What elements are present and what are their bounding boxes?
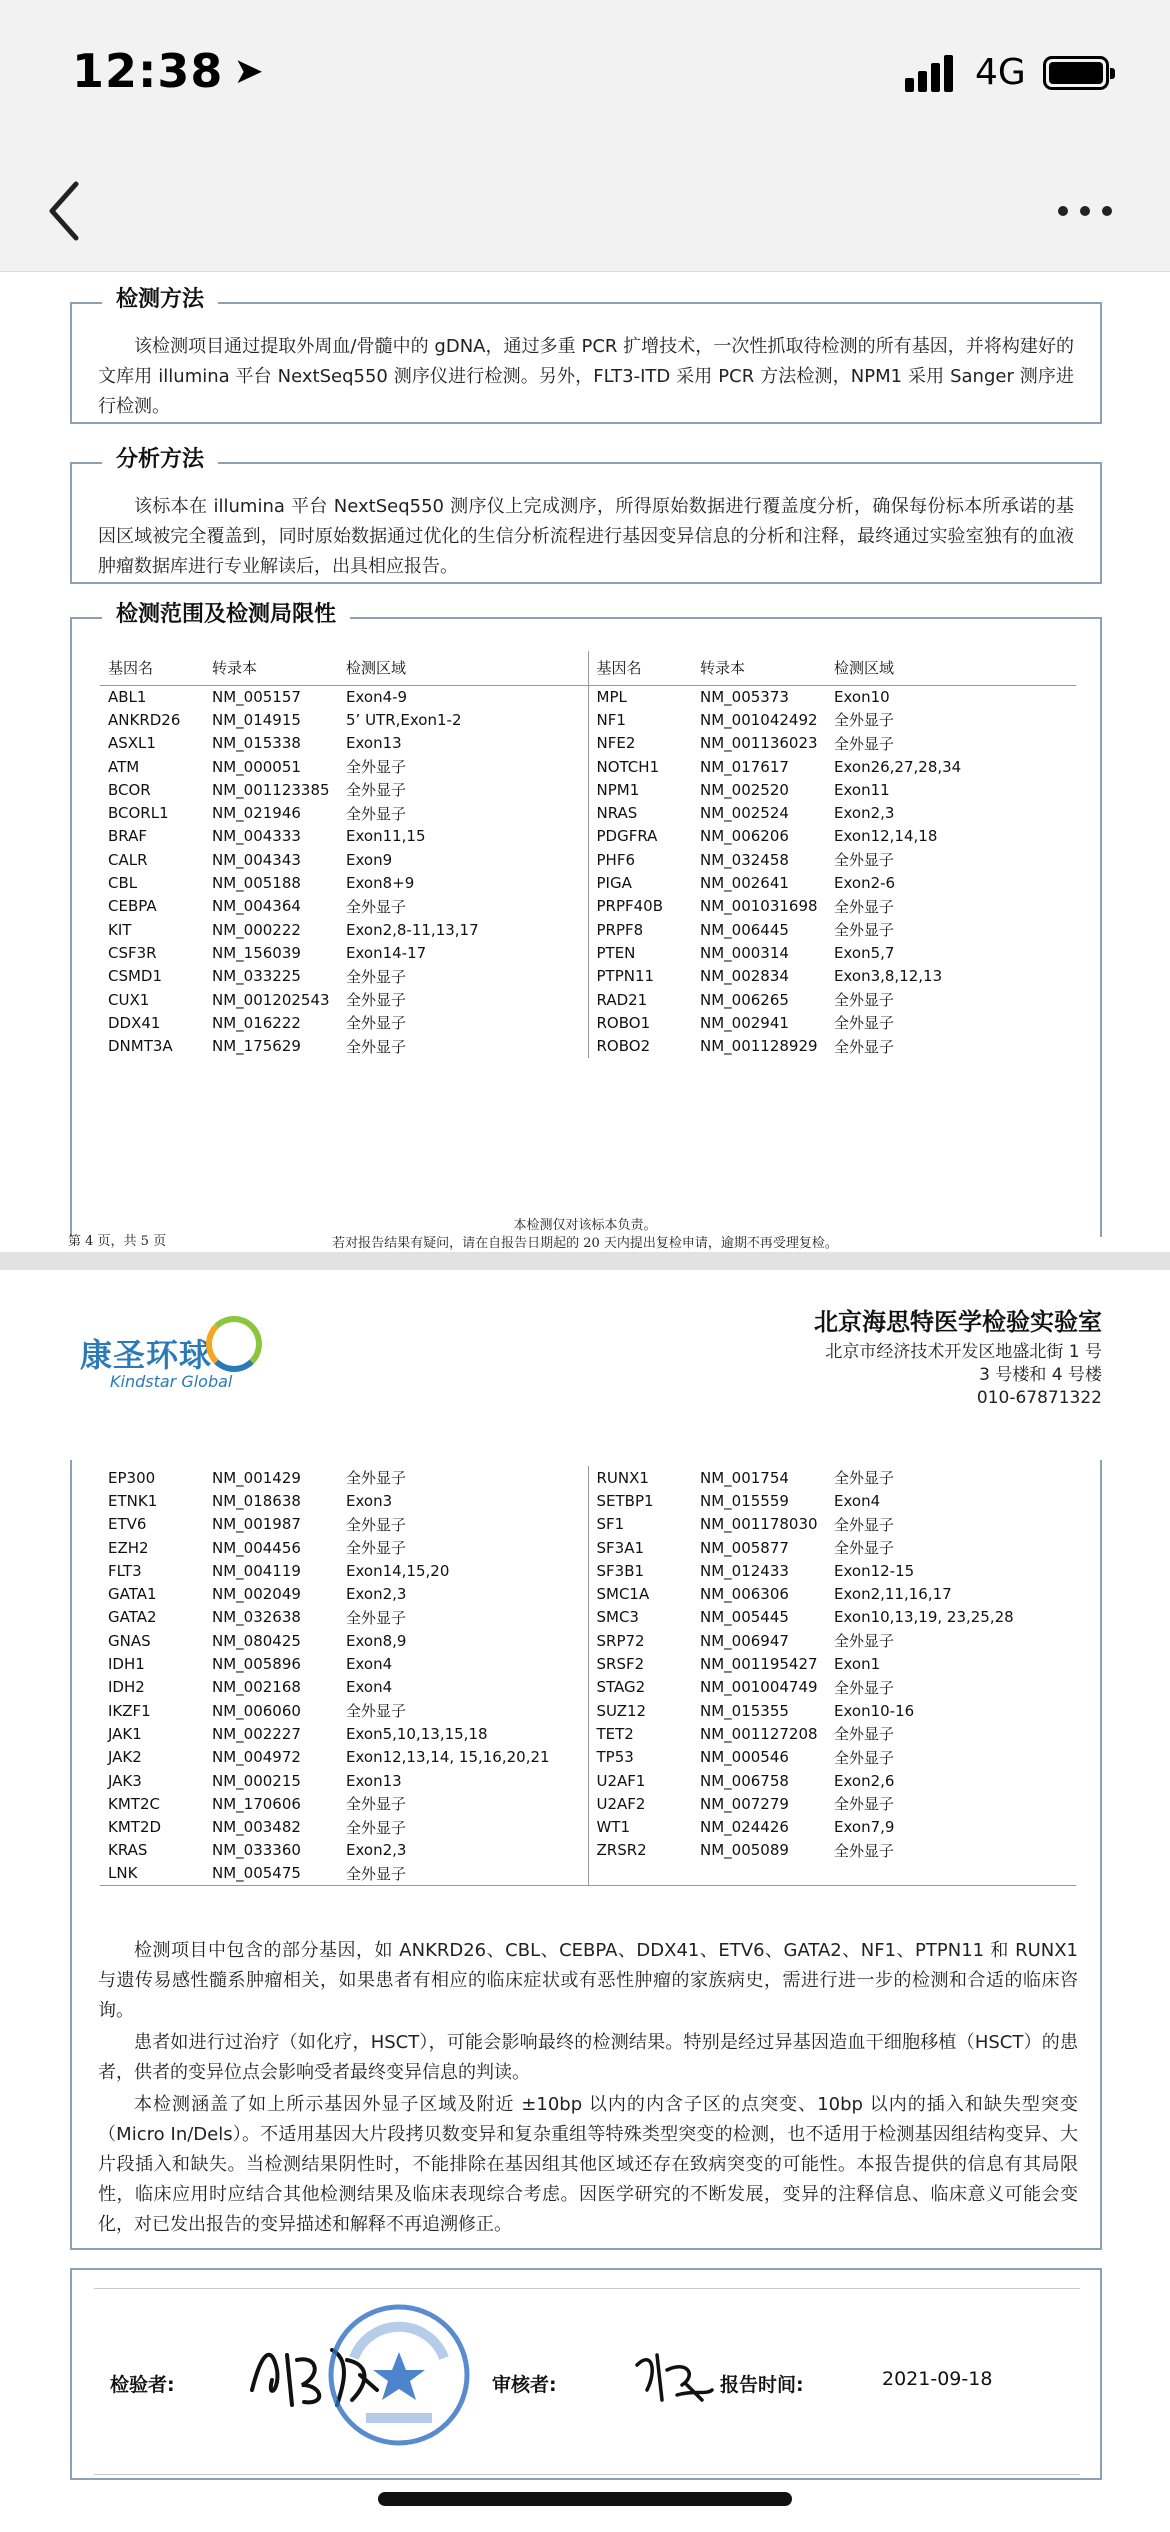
page-number: 第 4 页，共 5 页 bbox=[68, 1234, 167, 1249]
transcript-cell: NM_005188 bbox=[212, 874, 301, 893]
methods-section bbox=[70, 287, 1102, 424]
table-row bbox=[100, 1862, 1076, 1885]
transcript-cell: NM_170606 bbox=[212, 1794, 301, 1813]
transcript-cell: NM_000222 bbox=[212, 920, 301, 939]
transcript-cell: NM_006060 bbox=[212, 1701, 301, 1720]
table-row bbox=[100, 1769, 1076, 1792]
table-row bbox=[100, 825, 1076, 848]
note-paragraph: 患者如进行过治疗（如化疗，HSCT），可能会影响最终的检测结果。特别是经过异基因造血干细胞移植（HSCT）的患者，供者的变异位点会影响受者最终变异信息的判读。 bbox=[98, 2032, 1078, 2083]
gene-name-cell: SUZ12 bbox=[596, 1701, 647, 1720]
transcript-cell: NM_006265 bbox=[700, 990, 789, 1009]
transcript-cell: NM_004333 bbox=[212, 827, 301, 846]
table-row bbox=[100, 1466, 1076, 1489]
gene-name-cell: IDH2 bbox=[108, 1678, 145, 1697]
region-cell: Exon10,13,19, 23,25,28 bbox=[834, 1608, 1014, 1627]
region-cell: Exon5,10,13,15,18 bbox=[338, 1722, 588, 1745]
reviewer-signature bbox=[627, 2340, 717, 2410]
transcript-cell: NM_000546 bbox=[700, 1748, 789, 1767]
gene-name-cell: DNMT3A bbox=[108, 1037, 173, 1056]
lab-name: 北京海思特医学检验实验室 bbox=[814, 1308, 1102, 1336]
gene-name-cell: TP53 bbox=[596, 1748, 634, 1767]
transcript-cell: NM_002168 bbox=[212, 1678, 301, 1697]
table-row bbox=[100, 708, 1076, 731]
region-cell: Exon7,9 bbox=[834, 1818, 895, 1837]
table-row bbox=[100, 1629, 1076, 1652]
more-options-button[interactable] bbox=[1050, 190, 1120, 230]
transcript-cell: NM_032638 bbox=[212, 1608, 301, 1627]
gene-name-cell: FLT3 bbox=[108, 1561, 142, 1580]
table-row bbox=[100, 1722, 1076, 1745]
transcript-cell: NM_033225 bbox=[212, 967, 301, 986]
region-cell: Exon9 bbox=[338, 848, 588, 871]
report-page-4[interactable] bbox=[0, 272, 1170, 1252]
gene-name-cell: NF1 bbox=[596, 710, 626, 729]
gene-name-cell: IDH1 bbox=[108, 1655, 145, 1674]
transcript-cell: NM_001123385 bbox=[212, 780, 330, 799]
region-cell: 全外显子 bbox=[338, 895, 588, 918]
transcript-cell: NM_001128929 bbox=[700, 1037, 818, 1056]
gene-name-cell: JAK1 bbox=[108, 1724, 142, 1743]
region-cell: 全外显子 bbox=[834, 897, 895, 916]
transcript-cell: NM_002049 bbox=[212, 1585, 301, 1604]
table-row bbox=[100, 755, 1076, 778]
region-cell: 全外显子 bbox=[834, 1725, 895, 1744]
reviewer-label: 审核者: bbox=[492, 2374, 557, 2396]
transcript-cell: NM_002834 bbox=[700, 967, 789, 986]
region-cell bbox=[826, 1862, 1076, 1885]
region-cell: Exon11 bbox=[834, 780, 890, 799]
gene-name-cell: SMC3 bbox=[596, 1608, 639, 1627]
table-row bbox=[100, 1652, 1076, 1675]
table-row bbox=[100, 801, 1076, 824]
region-cell: 全外显子 bbox=[338, 988, 588, 1011]
gene-name-cell: SF3A1 bbox=[596, 1538, 644, 1557]
column-header: 检测区域 bbox=[338, 651, 588, 685]
gene-name-cell: JAK2 bbox=[108, 1748, 142, 1767]
region-cell: 全外显子 bbox=[338, 1536, 588, 1559]
table-row bbox=[100, 941, 1076, 964]
table-row bbox=[100, 1606, 1076, 1629]
table-row bbox=[100, 778, 1076, 801]
lab-address: 3 号楼和 4 号楼 bbox=[979, 1365, 1102, 1385]
report-time-label: 报告时间: bbox=[720, 2374, 804, 2396]
scope-section bbox=[70, 602, 1102, 1237]
column-header: 转录本 bbox=[204, 651, 338, 685]
gene-name-cell: NRAS bbox=[596, 804, 638, 823]
gene-name-cell: RAD21 bbox=[596, 990, 648, 1009]
region-cell: Exon5,7 bbox=[834, 943, 895, 962]
transcript-cell: NM_015338 bbox=[212, 734, 301, 753]
gene-name-cell: CEBPA bbox=[108, 897, 157, 916]
status-time bbox=[72, 44, 265, 98]
region-cell: Exon2,6 bbox=[834, 1771, 895, 1790]
table-row bbox=[100, 1699, 1076, 1722]
location-arrow-icon: ➤ bbox=[233, 51, 265, 92]
chevron-left-icon bbox=[40, 176, 100, 246]
gene-name-cell: PDGFRA bbox=[596, 827, 658, 846]
gene-name-cell: EZH2 bbox=[108, 1538, 149, 1557]
transcript-cell: NM_014915 bbox=[212, 710, 301, 729]
gene-name-cell bbox=[588, 1862, 692, 1885]
footer-note: 若对报告结果有疑问，请在自报告日期起的 20 天内提出复检申请，逾期不再受理复检。 bbox=[332, 1236, 838, 1251]
gene-name-cell: LNK bbox=[100, 1862, 204, 1885]
region-cell: Exon12,13,14, 15,16,20,21 bbox=[338, 1746, 588, 1769]
region-cell: 全外显子 bbox=[834, 1748, 895, 1767]
region-cell: Exon12,14,18 bbox=[834, 827, 938, 846]
status-bar bbox=[0, 0, 1170, 150]
gene-name-cell: TET2 bbox=[596, 1724, 634, 1743]
transcript-cell: NM_001202543 bbox=[212, 990, 330, 1009]
table-row bbox=[100, 1815, 1076, 1838]
table-row bbox=[100, 1513, 1076, 1536]
methods-text: 该检测项目通过提取外周血/骨髓中的 gDNA，通过多重 PCR 扩增技术，一次性抓取待检测的所有基因，并将构建好的文库用 illumina 平台 NextSeq550 测序仪进行检测。另外，FLT3-ITD 采用 PCR 方法检测，NPM1 采用 Sanger 测序进行检测。 bbox=[98, 336, 1074, 417]
gene-name-cell: GATA1 bbox=[108, 1585, 157, 1604]
limitations-notes bbox=[98, 1936, 1078, 2242]
region-cell: 全外显子 bbox=[338, 1606, 588, 1629]
region-cell: Exon4 bbox=[834, 1491, 881, 1510]
gene-name-cell: GNAS bbox=[108, 1631, 151, 1650]
gene-name-cell: KMT2D bbox=[108, 1818, 162, 1837]
table-row bbox=[100, 1676, 1076, 1699]
lab-address: 北京市经济技术开发区地盛北街 1 号 bbox=[825, 1342, 1102, 1362]
transcript-cell: NM_000314 bbox=[700, 943, 789, 962]
gene-name-cell: ANKRD26 bbox=[108, 710, 181, 729]
gene-name-cell: KRAS bbox=[108, 1841, 148, 1860]
gene-name-cell: CALR bbox=[108, 850, 148, 869]
gene-name-cell: PRPF40B bbox=[596, 897, 664, 916]
table-row bbox=[100, 895, 1076, 918]
more-dots-icon bbox=[1058, 206, 1068, 216]
region-cell: Exon2,3 bbox=[338, 1839, 588, 1862]
transcript-cell: NM_001195427 bbox=[700, 1655, 818, 1674]
transcript-cell: NM_005877 bbox=[700, 1538, 789, 1557]
region-cell: 全外显子 bbox=[338, 801, 588, 824]
transcript-cell: NM_175629 bbox=[212, 1037, 301, 1056]
transcript-cell: NM_006445 bbox=[700, 920, 789, 939]
region-cell: Exon14-17 bbox=[338, 941, 588, 964]
transcript-cell: NM_001031698 bbox=[700, 897, 818, 916]
report-page-5[interactable] bbox=[0, 1270, 1170, 2532]
region-cell: 全外显子 bbox=[834, 1037, 895, 1056]
region-cell: Exon26,27,28,34 bbox=[834, 757, 962, 776]
transcript-cell: NM_005445 bbox=[700, 1608, 789, 1627]
transcript-cell bbox=[692, 1862, 826, 1885]
transcript-cell: NM_005373 bbox=[700, 687, 789, 706]
transcript-cell: NM_033360 bbox=[212, 1841, 301, 1860]
transcript-cell: NM_015559 bbox=[700, 1491, 789, 1510]
transcript-cell: NM_024426 bbox=[700, 1818, 789, 1837]
gene-name-cell: ATM bbox=[108, 757, 140, 776]
region-cell: 全外显子 bbox=[834, 1678, 895, 1697]
region-cell: Exon2-6 bbox=[834, 874, 896, 893]
transcript-cell: NM_006758 bbox=[700, 1771, 789, 1790]
gene-name-cell: KMT2C bbox=[108, 1794, 160, 1813]
table-row bbox=[100, 1559, 1076, 1582]
table-row bbox=[100, 1536, 1076, 1559]
region-cell: 全外显子 bbox=[834, 711, 895, 730]
region-cell: 全外显子 bbox=[834, 921, 895, 940]
gene-name-cell: SETBP1 bbox=[596, 1491, 654, 1510]
gene-name-cell: EP300 bbox=[108, 1468, 156, 1487]
transcript-cell: NM_012433 bbox=[700, 1561, 789, 1580]
transcript-cell: NM_006306 bbox=[700, 1585, 789, 1604]
transcript-cell: NM_002641 bbox=[700, 874, 789, 893]
logo-ring-icon bbox=[206, 1316, 262, 1372]
page-divider bbox=[0, 1252, 1170, 1270]
gene-name-cell: PRPF8 bbox=[596, 920, 644, 939]
table-row bbox=[100, 871, 1076, 894]
region-cell: Exon14,15,20 bbox=[338, 1559, 588, 1582]
gene-name-cell: STAG2 bbox=[596, 1678, 646, 1697]
gene-name-cell: RUNX1 bbox=[596, 1468, 649, 1487]
gene-name-cell: CUX1 bbox=[108, 990, 150, 1009]
report-date: 2021-09-18 bbox=[882, 2368, 993, 2390]
region-cell: Exon4 bbox=[338, 1652, 588, 1675]
table-row bbox=[100, 1792, 1076, 1815]
table-row bbox=[100, 1746, 1076, 1769]
gene-name-cell: IKZF1 bbox=[108, 1701, 151, 1720]
region-cell: Exon2,3 bbox=[338, 1582, 588, 1605]
region-cell: 全外显子 bbox=[338, 1862, 588, 1885]
region-cell: 全外显子 bbox=[834, 1014, 895, 1033]
section-title: 检测范围及检测局限性 bbox=[102, 597, 350, 628]
report-seal-stamp bbox=[324, 2300, 474, 2450]
table-row bbox=[100, 965, 1076, 988]
transcript-cell: NM_001004749 bbox=[700, 1678, 818, 1697]
gene-name-cell: GATA2 bbox=[108, 1608, 157, 1627]
region-cell: Exon2,11,16,17 bbox=[834, 1585, 952, 1604]
gene-name-cell: CSF3R bbox=[108, 943, 157, 962]
gene-name-cell: NOTCH1 bbox=[596, 757, 660, 776]
gene-name-cell: U2AF1 bbox=[596, 1771, 646, 1790]
gene-name-cell: DDX41 bbox=[108, 1013, 161, 1032]
column-header: 基因名 bbox=[100, 651, 204, 685]
gene-name-cell: NPM1 bbox=[596, 780, 640, 799]
table-row bbox=[100, 1582, 1076, 1605]
transcript-cell: NM_002941 bbox=[700, 1013, 789, 1032]
transcript-cell: NM_017617 bbox=[700, 757, 789, 776]
gene-name-cell: ABL1 bbox=[108, 687, 147, 706]
transcript-cell: NM_004972 bbox=[212, 1748, 301, 1767]
transcript-cell: NM_156039 bbox=[212, 943, 301, 962]
gene-name-cell: ZRSR2 bbox=[596, 1841, 647, 1860]
region-cell: 全外显子 bbox=[834, 1795, 895, 1814]
region-cell: 全外显子 bbox=[834, 851, 895, 870]
section-title: 分析方法 bbox=[102, 442, 218, 473]
transcript-cell: NM_001754 bbox=[700, 1468, 789, 1487]
lab-info bbox=[814, 1302, 1102, 1410]
region-cell: Exon13 bbox=[338, 1769, 588, 1792]
gene-name-cell: JAK3 bbox=[108, 1771, 142, 1790]
gene-name-cell: KIT bbox=[108, 920, 132, 939]
gene-name-cell: PTPN11 bbox=[596, 967, 655, 986]
transcript-cell: NM_001429 bbox=[212, 1468, 301, 1487]
transcript-cell: NM_004119 bbox=[212, 1561, 301, 1580]
region-cell: Exon10-16 bbox=[834, 1701, 915, 1720]
table-row bbox=[100, 1034, 1076, 1057]
region-cell: Exon2,8-11,13,17 bbox=[338, 918, 588, 941]
table-row bbox=[100, 1489, 1076, 1512]
transcript-cell: NM_006947 bbox=[700, 1631, 789, 1650]
time-text: 12:38 bbox=[72, 44, 224, 98]
region-cell: Exon8+9 bbox=[338, 871, 588, 894]
gene-name-cell: PHF6 bbox=[596, 850, 635, 869]
region-cell: 全外显子 bbox=[338, 1513, 588, 1536]
transcript-cell: NM_000051 bbox=[212, 757, 301, 776]
transcript-cell: NM_015355 bbox=[700, 1701, 789, 1720]
gene-name-cell: U2AF2 bbox=[596, 1794, 646, 1813]
transcript-cell: NM_001178030 bbox=[700, 1515, 818, 1534]
region-cell: Exon3,8,12,13 bbox=[834, 967, 943, 986]
region-cell: Exon4-9 bbox=[338, 685, 588, 708]
region-cell: 全外显子 bbox=[338, 778, 588, 801]
transcript-cell: NM_004364 bbox=[212, 897, 301, 916]
table-row bbox=[100, 1011, 1076, 1034]
region-cell: 全外显子 bbox=[834, 1539, 895, 1558]
network-type: 4G bbox=[975, 52, 1026, 93]
gene-table bbox=[100, 651, 1076, 1058]
transcript-cell: NM_001136023 bbox=[700, 734, 818, 753]
region-cell: 全外显子 bbox=[338, 1466, 588, 1489]
gene-name-cell: SRP72 bbox=[596, 1631, 645, 1650]
gene-name-cell: BRAF bbox=[108, 827, 147, 846]
table-row bbox=[100, 848, 1076, 871]
gene-name-cell: PIGA bbox=[596, 874, 632, 893]
gene-name-cell: BCORL1 bbox=[108, 804, 169, 823]
gene-name-cell: MPL bbox=[596, 687, 627, 706]
column-header: 转录本 bbox=[692, 651, 826, 685]
transcript-cell: NM_016222 bbox=[212, 1013, 301, 1032]
transcript-cell: NM_001042492 bbox=[700, 710, 818, 729]
transcript-cell: NM_006206 bbox=[700, 827, 789, 846]
region-cell: Exon10 bbox=[834, 687, 890, 706]
analysis-text: 该标本在 illumina 平台 NextSeq550 测序仪上完成测序，所得原始数据进行覆盖度分析，确保每份标本所承诺的基因区域被完全覆盖到，同时原始数据通过优化的生信分析流程进行基因变异信息的分析和注释，最终通过实验室独有的血液肿瘤数据库进行专业解读后，出具相应报告。 bbox=[98, 496, 1074, 577]
table-row bbox=[100, 685, 1076, 708]
table-row bbox=[100, 732, 1076, 755]
table-header-row bbox=[100, 651, 1076, 685]
gene-name-cell: WT1 bbox=[596, 1818, 631, 1837]
transcript-cell: NM_032458 bbox=[700, 850, 789, 869]
region-cell: Exon13 bbox=[338, 732, 588, 755]
gene-name-cell: NFE2 bbox=[596, 734, 636, 753]
transcript-cell: NM_003482 bbox=[212, 1818, 301, 1837]
cellular-signal-icon bbox=[905, 52, 961, 92]
back-button[interactable] bbox=[40, 176, 100, 246]
nav-bar bbox=[0, 150, 1170, 272]
scope-section-continued bbox=[70, 1460, 1102, 2250]
region-cell: 全外显子 bbox=[834, 734, 895, 753]
gene-table bbox=[100, 1466, 1076, 1886]
region-cell: 全外显子 bbox=[834, 1515, 895, 1534]
region-cell: Exon8,9 bbox=[338, 1629, 588, 1652]
gene-name-cell: ROBO2 bbox=[596, 1037, 651, 1056]
region-cell: 全外显子 bbox=[834, 1632, 895, 1651]
region-cell: 全外显子 bbox=[834, 991, 895, 1009]
transcript-cell: NM_002227 bbox=[212, 1724, 301, 1743]
table-row bbox=[100, 988, 1076, 1011]
gene-name-cell: BCOR bbox=[108, 780, 151, 799]
footer-note: 本检测仅对该标本负责。 bbox=[513, 1218, 657, 1233]
gene-name-cell: ROBO1 bbox=[596, 1013, 651, 1032]
logo-text-en: Kindstar Global bbox=[110, 1372, 233, 1391]
transcript-cell: NM_018638 bbox=[212, 1491, 301, 1510]
region-cell: 全外显子 bbox=[338, 1034, 588, 1057]
transcript-cell: NM_080425 bbox=[212, 1631, 301, 1650]
gene-name-cell: CSMD1 bbox=[108, 967, 163, 986]
region-cell: 全外显子 bbox=[338, 1699, 588, 1722]
transcript-cell: NM_004343 bbox=[212, 850, 301, 869]
gene-name-cell: SF1 bbox=[596, 1515, 625, 1534]
region-cell: 全外显子 bbox=[834, 1841, 895, 1860]
gene-name-cell: SF3B1 bbox=[596, 1561, 645, 1580]
region-cell: Exon12-15 bbox=[834, 1561, 915, 1580]
transcript-cell: NM_005089 bbox=[700, 1841, 789, 1860]
gene-name-cell: SRSF2 bbox=[596, 1655, 645, 1674]
table-row bbox=[100, 1839, 1076, 1862]
region-cell: 全外显子 bbox=[834, 1469, 895, 1488]
table-row bbox=[100, 918, 1076, 941]
region-cell: 5’ UTR,Exon1-2 bbox=[338, 708, 588, 731]
region-cell: 全外显子 bbox=[338, 755, 588, 778]
transcript-cell: NM_001127208 bbox=[700, 1724, 818, 1743]
region-cell: Exon2,3 bbox=[834, 804, 895, 823]
transcript-cell: NM_005157 bbox=[212, 687, 301, 706]
transcript-cell: NM_002520 bbox=[700, 780, 789, 799]
region-cell: Exon3 bbox=[338, 1489, 588, 1512]
transcript-cell: NM_007279 bbox=[700, 1794, 789, 1813]
region-cell: 全外显子 bbox=[338, 1815, 588, 1838]
battery-icon bbox=[1043, 56, 1109, 90]
inspector-label: 检验者: bbox=[110, 2374, 175, 2396]
transcript-cell: NM_005896 bbox=[212, 1655, 301, 1674]
kindstar-logo bbox=[80, 1316, 260, 1396]
region-cell: Exon4 bbox=[338, 1676, 588, 1699]
section-title: 检测方法 bbox=[102, 282, 218, 313]
column-header: 检测区域 bbox=[826, 651, 1076, 685]
region-cell: Exon1 bbox=[834, 1655, 881, 1674]
transcript-cell: NM_002524 bbox=[700, 804, 789, 823]
gene-name-cell: ETV6 bbox=[108, 1515, 147, 1534]
note-paragraph: 检测项目中包含的部分基因，如 ANKRD26、CBL、CEBPA、DDX41、ETV6、GATA2、NF1、PTPN11 和 RUNX1 与遗传易感性髓系肿瘤相关，如果患者有相应的临床症状或有恶性肿瘤的家族病史，需进行进一步的检测和合适的临床咨询。 bbox=[98, 1940, 1078, 2021]
lab-phone: 010-67871322 bbox=[976, 1388, 1102, 1408]
transcript-cell: NM_001987 bbox=[212, 1515, 301, 1534]
home-indicator[interactable] bbox=[378, 2492, 792, 2506]
region-cell: 全外显子 bbox=[338, 1792, 588, 1815]
gene-name-cell: CBL bbox=[108, 874, 138, 893]
region-cell: 全外显子 bbox=[338, 965, 588, 988]
gene-name-cell: ASXL1 bbox=[108, 734, 156, 753]
column-header: 基因名 bbox=[588, 651, 692, 685]
transcript-cell: NM_021946 bbox=[212, 804, 301, 823]
region-cell: 全外显子 bbox=[338, 1011, 588, 1034]
gene-name-cell: ETNK1 bbox=[108, 1491, 158, 1510]
transcript-cell: NM_004456 bbox=[212, 1538, 301, 1557]
transcript-cell: NM_000215 bbox=[212, 1771, 301, 1790]
region-cell: Exon11,15 bbox=[338, 825, 588, 848]
signature-section bbox=[70, 2268, 1102, 2480]
transcript-cell: NM_005475 bbox=[204, 1862, 338, 1885]
analysis-section bbox=[70, 447, 1102, 584]
gene-name-cell: SMC1A bbox=[596, 1585, 650, 1604]
logo-text-cn: 康圣环球 bbox=[80, 1336, 213, 1374]
gene-name-cell: PTEN bbox=[596, 943, 636, 962]
note-paragraph: 本检测涵盖了如上所示基因外显子区域及附近 ±10bp 以内的内含子区的点突变、10bp 以内的插入和缺失型突变（Micro In/Dels）。不适用基因大片段拷贝数变异和复杂重组等特殊类型突变的检测，也不适用于检测基因组结构变异、大片段插入和缺失。当检测结果阴性时，不能排除在基因组其他区域还存在致病突变的可能性。本报告提供的信息有其局限性，临床应用时应结合其他检测结果及临床表现综合考虑。因医学研究的不断发展，变异的注释信息、临床意义可能会变化，对已发出报告的变异描述和解释不再追溯修正。 bbox=[98, 2094, 1078, 2235]
